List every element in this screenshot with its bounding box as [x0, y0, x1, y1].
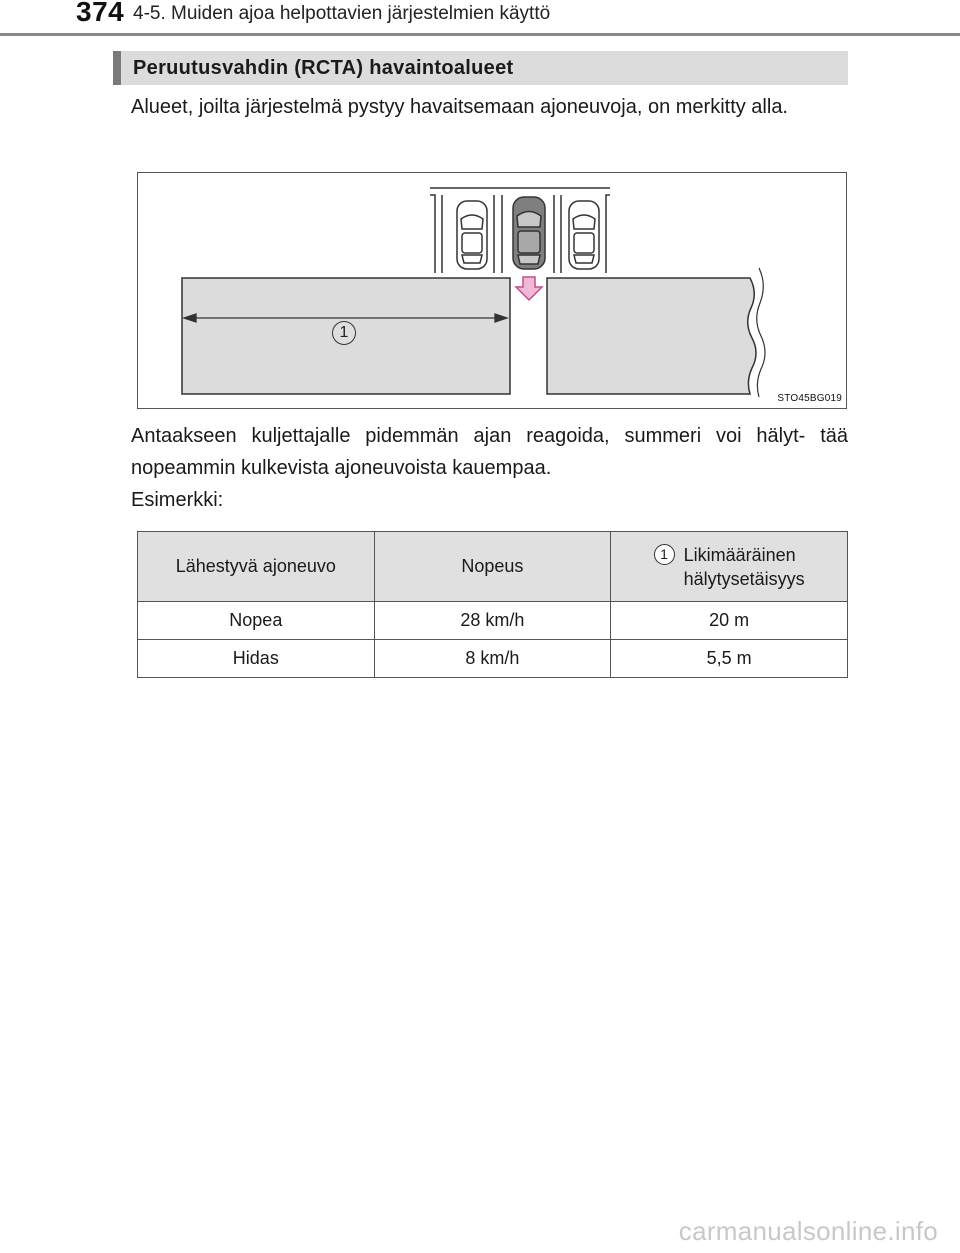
- cell-distance: 5,5 m: [611, 640, 848, 678]
- header-divider: [0, 33, 960, 36]
- table-row: [138, 640, 848, 678]
- example-label: Esimerkki:: [131, 489, 224, 511]
- page-number: 374: [76, 0, 125, 27]
- header-speed: Nopeus: [374, 532, 611, 602]
- table-header-row: [138, 532, 848, 602]
- header-alert-distance-line1: Likimääräinen: [683, 544, 796, 565]
- section-title: Peruutusvahdin (RCTA) havaintoalueet: [133, 57, 514, 79]
- section-heading-bar: [113, 51, 848, 85]
- figure-code: STO45BG019: [777, 393, 842, 404]
- detection-area-right: [547, 278, 756, 394]
- parked-car-right-icon: [569, 201, 599, 269]
- cell-vehicle: Hidas: [138, 640, 375, 678]
- cell-distance: 20 m: [611, 602, 848, 640]
- header-alert-distance-line2: hälytysetäisyys: [683, 568, 805, 589]
- table-row: [138, 602, 848, 640]
- parked-car-left-icon: [457, 201, 487, 269]
- cell-vehicle: Nopea: [138, 602, 375, 640]
- note-paragraph: Antaakseen kuljettajalle pidemmän ajan reagoida, summeri voi hälyt- tää nopeammin kulkevista ajoneuvoista kauempaa.: [131, 425, 848, 479]
- detection-area-figure: [137, 172, 847, 409]
- intro-paragraph: Alueet, joilta järjestelmä pystyy havaitsemaan ajoneuvoja, on merkitty alla.: [131, 96, 788, 118]
- header-alert-distance: [611, 532, 848, 602]
- alert-distance-table: [137, 531, 848, 678]
- watermark: carmanualsonline.info: [678, 1216, 938, 1246]
- figure-callout-1: 1: [332, 321, 356, 345]
- chapter-title: 4-5. Muiden ajoa helpottavien järjestelmien käyttö: [133, 3, 551, 24]
- parking-diagram: [138, 173, 848, 410]
- header-approaching-vehicle: Lähestyvä ajoneuvo: [138, 532, 375, 602]
- reversing-car-icon: [513, 197, 545, 269]
- cell-speed: 28 km/h: [374, 602, 611, 640]
- cell-speed: 8 km/h: [374, 640, 611, 678]
- reverse-arrow-icon: [516, 277, 542, 300]
- header-callout-1: 1: [654, 544, 675, 565]
